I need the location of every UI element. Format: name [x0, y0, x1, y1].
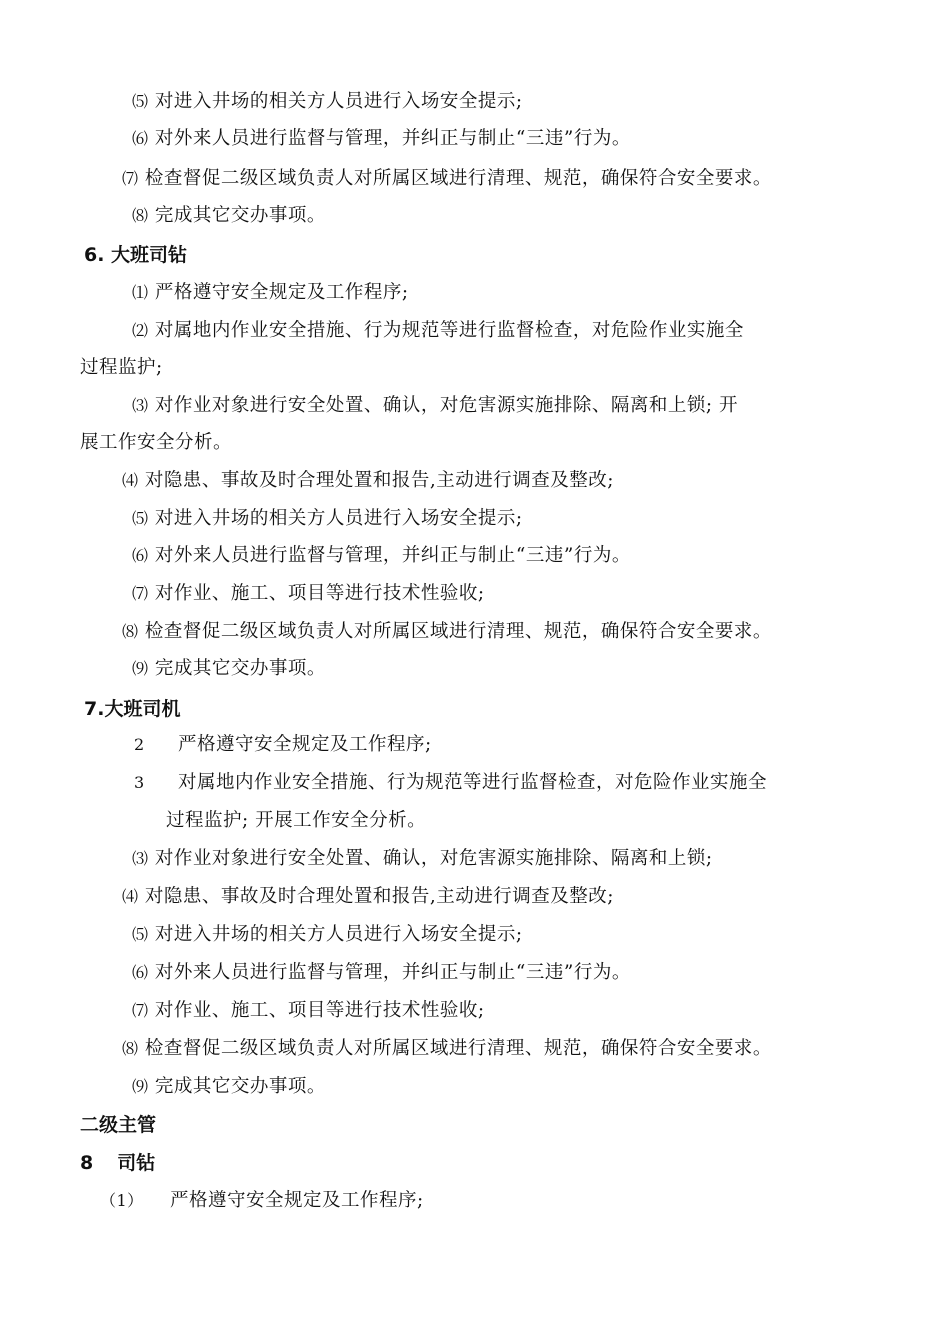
item-text: 对隐患、事故及时合理处置和报告,主动进行调查及整改; — [144, 470, 615, 491]
item-text: 对作业、施工、项目等进行技术性验收; — [154, 583, 485, 604]
item-text: 完成其它交办事项。 — [154, 658, 326, 679]
list-item — [132, 847, 713, 871]
item-text: 对作业对象进行安全处置、确认，对危害源实施排除、隔离和上锁; — [154, 848, 713, 869]
list-item — [132, 394, 738, 418]
item-text: 对进入井场的相关方人员进行入场安全提示; — [154, 508, 523, 529]
list-item — [122, 620, 772, 644]
item-text: 严格遵守安全规定及工作程序; — [154, 282, 409, 303]
item-text: 严格遵守安全规定及工作程序; — [170, 1190, 424, 1211]
item-text: 对作业对象进行安全处置、确认，对危害源实施排除、隔离和上锁; 开 — [154, 395, 739, 416]
item-number: （1） — [100, 1191, 144, 1210]
list-item — [132, 1075, 326, 1099]
section-heading — [80, 1151, 155, 1175]
item-text: 完成其它交办事项。 — [154, 1076, 326, 1097]
list-item — [122, 469, 614, 493]
list-item — [122, 885, 614, 909]
list-item — [132, 204, 326, 228]
list-item — [132, 999, 485, 1023]
item-number: ⑻ — [122, 622, 139, 641]
item-number: ⑸ — [132, 925, 149, 944]
item-number: ⑺ — [132, 1001, 149, 1020]
item-number: ⑷ — [122, 471, 139, 490]
item-text: 对属地内作业安全措施、行为规范等进行监督检查，对危险作业实施全 — [154, 320, 744, 341]
list-item — [132, 90, 523, 114]
item-number: ⑹ — [132, 129, 149, 148]
item-text: 对进入井场的相关方人员进行入场安全提示; — [154, 91, 523, 112]
item-number: 3 — [134, 773, 145, 792]
list-item-continuation: 过程监护; 开展工作安全分析。 — [166, 810, 427, 831]
list-item — [132, 657, 326, 681]
item-number: ⑻ — [122, 1039, 139, 1058]
list-item — [134, 771, 767, 795]
item-text: 对外来人员进行监督与管理，并纠正与制止“三违”行为。 — [154, 128, 631, 149]
item-number: ⑼ — [132, 1077, 149, 1096]
list-item — [132, 544, 631, 568]
item-number: ⑹ — [132, 546, 149, 565]
item-number: 2 — [134, 735, 145, 754]
list-item — [122, 1037, 772, 1061]
list-item — [132, 923, 523, 947]
item-text: 对作业、施工、项目等进行技术性验收; — [154, 1000, 485, 1021]
item-number: ⑶ — [132, 396, 149, 415]
item-text: 检查督促二级区域负责人对所属区域进行清理、规范，确保符合安全要求。 — [144, 168, 772, 189]
item-number: ⑻ — [132, 206, 149, 225]
list-item — [132, 582, 485, 606]
list-item-continuation: 展工作安全分析。 — [80, 432, 233, 453]
item-number: ⑵ — [132, 321, 149, 340]
item-number: ⑶ — [132, 849, 149, 868]
item-number: ⑺ — [132, 584, 149, 603]
item-number: ⑴ — [132, 283, 149, 302]
list-item — [132, 127, 631, 151]
item-number: ⑸ — [132, 92, 149, 111]
item-text: 对进入井场的相关方人员进行入场安全提示; — [154, 924, 523, 945]
level2-heading: 二级主管 — [80, 1114, 157, 1136]
list-item — [122, 167, 772, 191]
list-item — [132, 281, 409, 305]
list-item — [132, 507, 523, 531]
item-number: ⑹ — [132, 963, 149, 982]
section-heading: 7.大班司机 — [84, 698, 181, 720]
item-text: 检查督促二级区域负责人对所属区域进行清理、规范，确保符合安全要求。 — [144, 621, 772, 642]
list-item — [100, 1189, 424, 1213]
list-item — [132, 319, 744, 343]
list-item-continuation: 过程监护; — [80, 357, 163, 378]
item-text: 对隐患、事故及时合理处置和报告,主动进行调查及整改; — [144, 886, 615, 907]
item-number: ⑷ — [122, 887, 139, 906]
item-text: 对外来人员进行监督与管理，并纠正与制止“三违”行为。 — [154, 545, 631, 566]
item-text: 对属地内作业安全措施、行为规范等进行监督检查，对危险作业实施全 — [178, 772, 768, 793]
item-number: ⑼ — [132, 659, 149, 678]
item-text: 完成其它交办事项。 — [154, 205, 326, 226]
item-text: 检查督促二级区域负责人对所属区域进行清理、规范，确保符合安全要求。 — [144, 1038, 772, 1059]
item-number: ⑸ — [132, 509, 149, 528]
item-number: ⑺ — [122, 169, 139, 188]
list-item — [134, 733, 432, 757]
item-text: 对外来人员进行监督与管理，并纠正与制止“三违”行为。 — [154, 962, 631, 983]
section-number: 8 — [80, 1152, 94, 1174]
list-item — [132, 961, 631, 985]
item-text: 严格遵守安全规定及工作程序; — [178, 734, 432, 755]
section-title: 司钻 — [117, 1152, 156, 1174]
section-heading: 6. 大班司钻 — [84, 244, 188, 266]
